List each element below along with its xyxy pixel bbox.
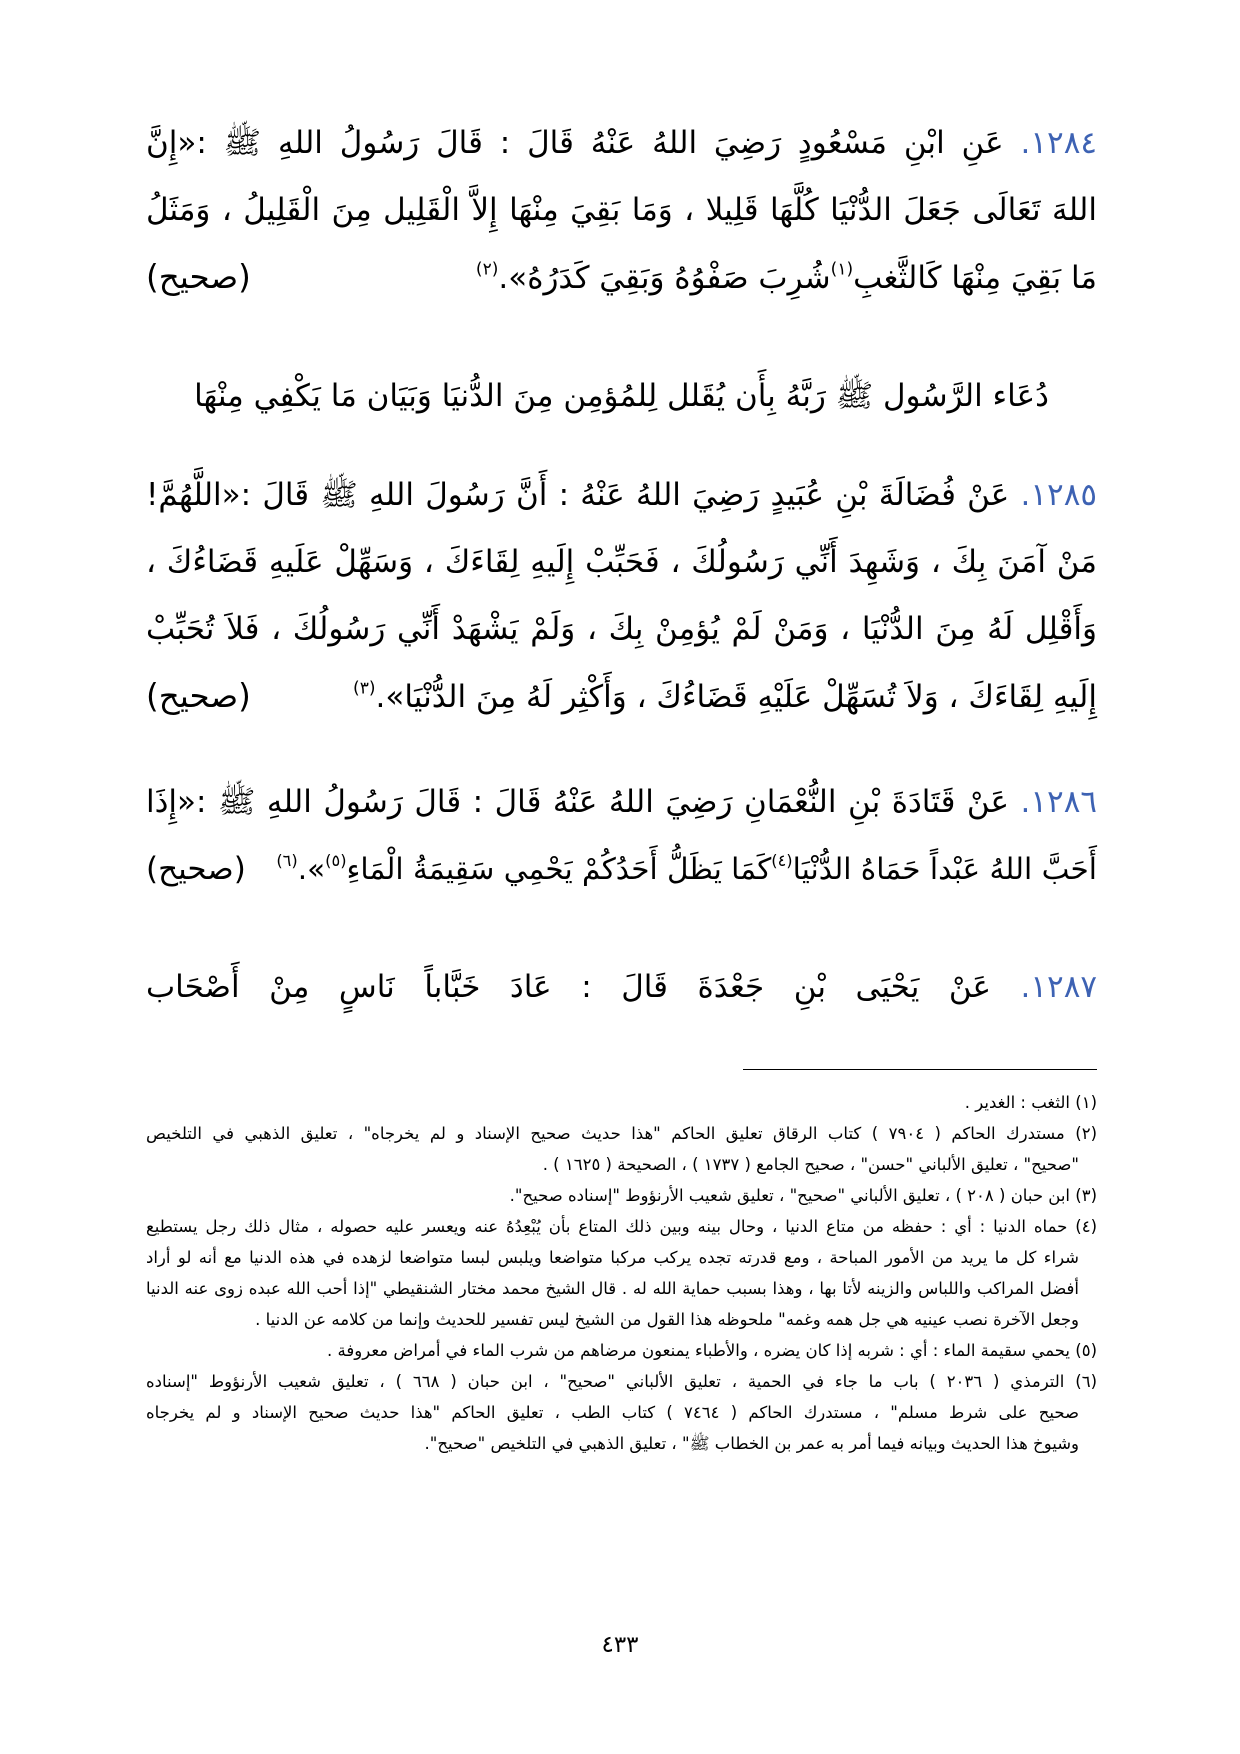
- hadith-line: [146, 177, 1097, 244]
- hadith-line: [146, 462, 1097, 529]
- footnotes: [146, 1087, 1097, 1459]
- hadith-line: [146, 529, 1097, 596]
- footnote-ref: (١): [830, 259, 854, 280]
- hadith-line: [146, 110, 1097, 177]
- hadith-text-segment: أَحَبَّ اللهُ عَبْداً حَمَاهُ الدُّنْيَا: [792, 852, 1097, 886]
- footnote-number: (٣): [1075, 1186, 1097, 1205]
- footnote-text: وشيوخ هذا الحديث وبيانه فيما أمر به عمر بن الخطاب ﷺ" ، تعليق الذهبي في التلخيص "صحيح".: [424, 1434, 1079, 1453]
- footnote-text: وجعل الآخرة نصب عينيه هي جل همه وغمه" ملحوظه هذا القول من الشيخ ليس تفسير للحديث وإنما من كلامه عن الدنيا .: [255, 1310, 1079, 1329]
- footnote-text: أفضل المراكب واللباس والزينه لأتا بها ، وهذا بسبب حماية الله له . قال الشيخ محمد مختار الشنقيطي "إذا أحب الله عبده زوى عنه الدنيا: [146, 1279, 1079, 1298]
- footnote-ref: (٤): [771, 851, 793, 871]
- footnote-line: [146, 1242, 1097, 1273]
- footnote-ref: (٦): [276, 851, 298, 871]
- footnote-1: [146, 1087, 1097, 1118]
- footnote-3: [146, 1180, 1097, 1211]
- footnote-line: [146, 1397, 1097, 1428]
- hadith-text-segment: إِلَيهِ لِقَاءَكَ ، وَلاَ تُسَهِّلْ عَلَيْهِ قَضَاءُكَ ، وَأَكْثِر لَهُ مِنَ الدُّنْيَا».: [375, 679, 1097, 715]
- footnote-text: ابن حبان ( ٢٠٨ ) ، تعليق الألباني "صحيح" ، تعليق شعيب الأرنؤوط "إسناده صحيح".: [509, 1186, 1070, 1205]
- footnote-ref: (٥): [325, 851, 347, 871]
- hadith-line: [146, 769, 1097, 836]
- footnote-text: مستدرك الحاكم ( ٧٩٠٤ ) كتاب الرقاق تعليق الحاكم "هذا حديث صحيح الإسناد و لم يخرجاه" ، تعليق الذهبي في التلخيص: [146, 1124, 1065, 1143]
- hadith-1284: [146, 110, 1097, 312]
- hadith-number: ١٢٨٤.: [1020, 125, 1097, 161]
- footnote-text: "صحيح" ، تعليق الألباني "حسن" ، صحيح الجامع ( ١٧٣٧ ) ، الصحيحة ( ١٦٢٥ ) .: [542, 1155, 1079, 1174]
- footnote-line: [146, 1211, 1097, 1242]
- hadith-number: ١٢٨٦.: [1020, 784, 1097, 820]
- hadith-text: عَنْ فُضَالَةَ بْنِ عُبَيدٍ رَضِيَ اللهُ عَنْهُ : أَنَّ رَسُولَ اللهِ ﷺ قَالَ :«اللَّهُمَّ!: [146, 477, 1010, 513]
- hadith-text: عَنِ ابْنِ مَسْعُودٍ رَضِيَ اللهُ عَنْهُ قَالَ : قَالَ رَسُولُ اللهِ ﷺ :«إِنَّ: [146, 125, 1004, 161]
- footnote-4: [146, 1211, 1097, 1335]
- hadith-text: مَنْ آمَنَ بِكَ ، وَشَهِدَ أَنِّي رَسُولُكَ ، فَحَبِّبْ إِلَيهِ لِقَاءَكَ ، وَسَهِّلْ عَلَيهِ قَضَاءُكَ ،: [146, 544, 1097, 580]
- footnote-line: [146, 1149, 1097, 1180]
- hadith-grade: (صحيح): [146, 258, 251, 296]
- hadith-line: [146, 663, 1097, 731]
- footnote-number: (٦): [1075, 1372, 1097, 1391]
- hadith-1287: [146, 954, 1097, 1021]
- footnote-line: [146, 1366, 1097, 1397]
- hadith-text-segment: ».: [297, 852, 326, 886]
- footnote-line: [146, 1304, 1097, 1335]
- hadith-text: وَأَقْلِل لَهُ مِنَ الدُّنْيَا ، وَمَنْ لَمْ يُؤمِنْ بِكَ ، وَلَمْ يَشْهَدْ أَنِّي رَسُولُكَ ، فَلاَ تُحَبِّبْ: [146, 611, 1097, 647]
- footnote-2: [146, 1118, 1097, 1180]
- page-number: ٤٣٣: [601, 1632, 639, 1658]
- hadith-text: [353, 664, 1097, 731]
- hadith-line: [146, 954, 1097, 1021]
- hadith-number: ١٢٨٥.: [1020, 477, 1097, 513]
- footnote-line: [146, 1087, 1097, 1118]
- hadith-1286: [146, 769, 1097, 903]
- hadith-text: عَنْ يَحْيَى بْنِ جَعْدَةَ قَالَ : عَادَ خَبَّاباً نَاسٍ مِنْ أَصْحَاب: [146, 969, 991, 1005]
- hadith-text-segment: كَمَا يَظَلُّ أَحَدُكُمْ يَحْمِي سَقِيمَةُ الْمَاءِ: [346, 852, 772, 886]
- hadith-text-segment: شُرِبَ صَفْوُهُ وَبَقِيَ كَدَرُهُ».: [498, 260, 831, 296]
- footnote-number: (٢): [1075, 1124, 1097, 1143]
- footnote-line: [146, 1428, 1097, 1459]
- section-heading: دُعَاء الرَّسُول ﷺ رَبَّهُ بِأَن يُقَلل لِلمُؤمِن مِنَ الدُّنيَا وَبَيَان مَا يَكْفِي مِنْهَا: [194, 378, 1049, 414]
- footnote-number: (١): [1075, 1093, 1097, 1112]
- hadith-text: [276, 836, 1097, 903]
- footnote-ref: (٢): [475, 259, 499, 280]
- footnote-line: [146, 1335, 1097, 1366]
- footnote-line: [146, 1273, 1097, 1304]
- hadith-text-segment: مَا بَقِيَ مِنْهَا كَالثَّغبِ: [853, 260, 1097, 296]
- footnote-6: [146, 1366, 1097, 1459]
- footnote-divider: [743, 1069, 1097, 1070]
- hadith-number: ١٢٨٧.: [1020, 969, 1097, 1005]
- footnote-5: [146, 1335, 1097, 1366]
- footnote-line: [146, 1118, 1097, 1149]
- hadith-text: اللهَ تَعَالَى جَعَلَ الدُّنْيَا كُلَّهَا قَلِيلا ، وَمَا بَقِيَ مِنْهَا إِلاَّ الْقَلِيل مِنَ الْقَلِيلُ ، وَمَثَلُ: [146, 192, 1097, 228]
- footnote-text: الترمذي ( ٢٠٣٦ ) باب ما جاء في الحمية ، تعليق الألباني "صحيح" ، ابن حبان ( ٦٦٨ ) ، تعليق شعيب الأرنؤوط "إسناده: [146, 1372, 1065, 1391]
- hadith-text: [476, 245, 1097, 312]
- footnote-ref: (٣): [353, 678, 376, 699]
- footnote-text: صحيح على شرط مسلم" ، مستدرك الحاكم ( ٧٤٦٤ ) كتاب الطب ، تعليق الحاكم "هذا حديث صحيح الإسناد و لم يخرجاه: [146, 1403, 1080, 1422]
- hadith-line: [146, 596, 1097, 663]
- hadith-text: عَنْ قَتَادَةَ بْنِ النُّعْمَانِ رَضِيَ اللهُ عَنْهُ قَالَ : قَالَ رَسُولُ اللهِ ﷺ :«إِذَا: [146, 784, 1010, 820]
- footnote-text: حماه الدنيا : أي : حفظه من متاع الدنيا ، وحال بينه وبين ذلك المتاع بأن يُبْعِدُهُ عنه ويعسر عليه حصوله ، مثال ذلك رجل يستطيع: [146, 1217, 1068, 1236]
- footnote-line: [146, 1180, 1097, 1211]
- hadith-1285: [146, 462, 1097, 731]
- hadith-grade: (صحيح): [146, 677, 251, 715]
- footnote-text: يحمي سقيمة الماء : أي : شربه إذا كان يضره ، والأطباء يمنعون مرضاهم من شرب الماء في أمراض معروفة .: [327, 1341, 1070, 1360]
- hadith-line: [146, 836, 1097, 903]
- footnote-text: الثغب : الغدير .: [964, 1093, 1070, 1112]
- footnote-text: شراء كل ما يريد من الأمور المباحة ، ومع قدرته تجده يركب مركبا متواضعا ويلبس لبسا متواضعا لزهده في هذه الدنيا مع أنه لو أراد: [146, 1248, 1079, 1267]
- hadith-line: [146, 244, 1097, 312]
- footnote-number: (٥): [1075, 1341, 1097, 1360]
- hadith-grade: (صحيح): [146, 851, 246, 887]
- footnote-number: (٤): [1075, 1217, 1097, 1236]
- main-text: [146, 110, 1097, 1021]
